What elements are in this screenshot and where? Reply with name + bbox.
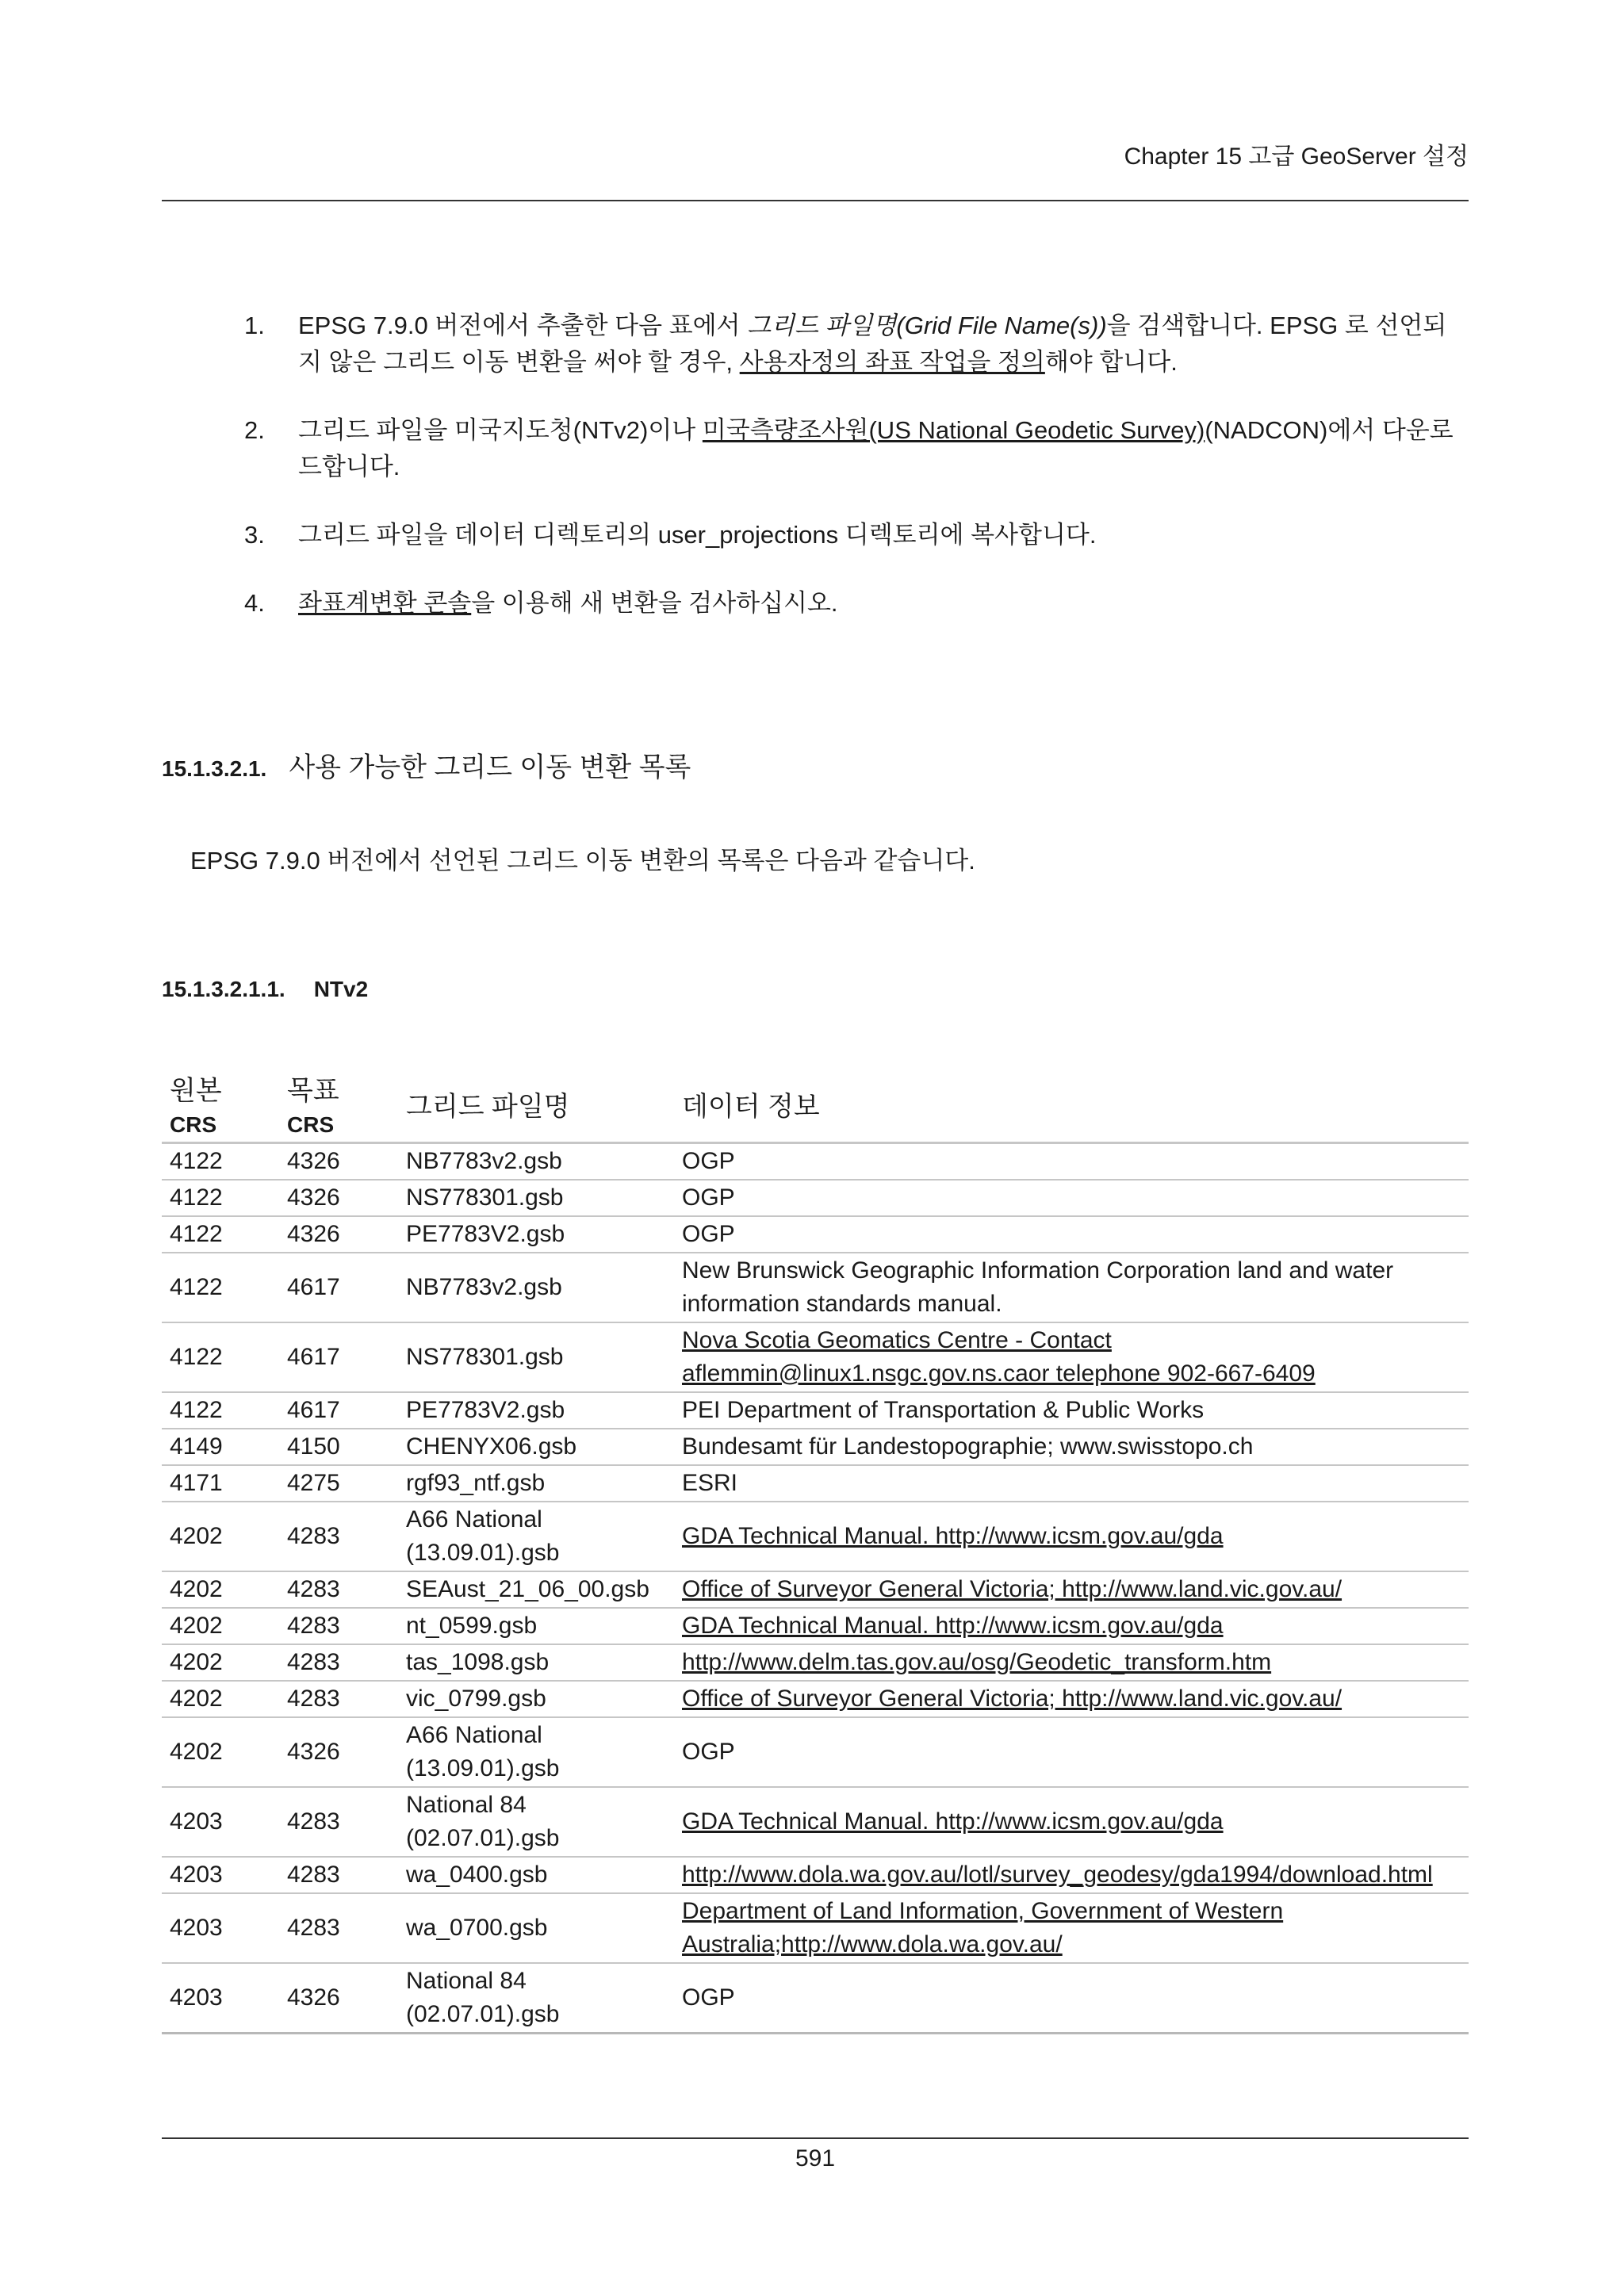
target-crs-cell: 4617 (279, 1392, 398, 1429)
target-crs-cell: 4283 (279, 1893, 398, 1963)
data-info-cell[interactable]: GDA Technical Manual. http://www.icsm.gov.au/gda (674, 1787, 1469, 1857)
grid-file-cell: PE7783V2.gsb (398, 1392, 674, 1429)
list-item (238, 585, 1469, 622)
grid-file-cell: wa_0700.gsb (398, 1893, 674, 1963)
page-footer (162, 2137, 1469, 2172)
target-crs-cell: 4283 (279, 1857, 398, 1893)
table-row (162, 1608, 1469, 1644)
data-info-cell[interactable]: Nova Scotia Geomatics Centre - Contact aflemmin@linux1.nsgc.gov.ns.caor telephone 902-667-6409 (674, 1322, 1469, 1392)
target-crs-cell: 4283 (279, 1502, 398, 1571)
grid-file-cell: A66 National (13.09.01).gsb (398, 1717, 674, 1787)
target-crs-cell: 4326 (279, 1216, 398, 1253)
grid-file-cell: NB7783v2.gsb (398, 1253, 674, 1322)
target-crs-cell: 4150 (279, 1429, 398, 1465)
source-crs-cell: 4203 (162, 1787, 279, 1857)
data-info-cell: Bundesamt für Landestopographie; www.swisstopo.ch (674, 1429, 1469, 1465)
source-crs-cell: 4171 (162, 1465, 279, 1502)
header-source-crs: 원본 CRS (162, 1072, 279, 1143)
text-run: 그리드 파일을 미국지도청(NTv2)이나 (298, 416, 703, 444)
table-row (162, 1717, 1469, 1787)
source-crs-cell: 4122 (162, 1322, 279, 1392)
list-number: 4. (244, 589, 265, 617)
section-number: 15.1.3.2.1. (162, 756, 267, 781)
target-crs-cell: 4283 (279, 1644, 398, 1681)
section-heading-ntv2 (162, 977, 368, 1002)
target-crs-cell: 4326 (279, 1180, 398, 1216)
target-crs-cell: 4283 (279, 1681, 398, 1717)
data-info-cell: OGP (674, 1180, 1469, 1216)
source-crs-cell: 4202 (162, 1681, 279, 1717)
target-crs-cell: 4283 (279, 1571, 398, 1608)
list-number: 2. (244, 416, 265, 444)
table-row (162, 1143, 1469, 1181)
section-heading-grid-list (162, 745, 691, 784)
list-item (238, 308, 1469, 381)
header-grid-file: 그리드 파일명 (398, 1072, 674, 1143)
text-run: 을 검색합니다. EPSG 로 선언되지 않은 그리드 이동 변환을 써야 할 경우, (298, 312, 1447, 376)
grid-file-cell: A66 National (13.09.01).gsb (398, 1502, 674, 1571)
grid-file-cell: vic_0799.gsb (398, 1681, 674, 1717)
source-crs-cell: 4202 (162, 1502, 279, 1571)
list-number: 1. (244, 312, 265, 339)
table-row (162, 1787, 1469, 1857)
data-info-cell: ESRI (674, 1465, 1469, 1502)
data-info-cell: OGP (674, 1963, 1469, 2034)
target-crs-cell: 4326 (279, 1963, 398, 2034)
header-data-info: 데이터 정보 (674, 1072, 1469, 1143)
data-info-cell: OGP (674, 1143, 1469, 1181)
grid-file-cell: CHENYX06.gsb (398, 1429, 674, 1465)
table-row (162, 1253, 1469, 1322)
header-target-crs: 목표 CRS (279, 1072, 398, 1143)
data-info-cell[interactable]: Office of Surveyor General Victoria; http://www.land.vic.gov.au/ (674, 1681, 1469, 1717)
page-number: 591 (795, 2145, 836, 2172)
source-crs-cell: 4122 (162, 1392, 279, 1429)
target-crs-cell: 4326 (279, 1717, 398, 1787)
ntv2-grid-table (162, 1072, 1469, 2034)
inline-link[interactable]: 좌표계변환 콘솔 (298, 589, 472, 617)
table-row (162, 1465, 1469, 1502)
data-info-cell[interactable]: GDA Technical Manual. http://www.icsm.gov.au/gda (674, 1608, 1469, 1644)
data-info-cell[interactable]: GDA Technical Manual. http://www.icsm.gov.au/gda (674, 1502, 1469, 1571)
target-crs-cell: 4283 (279, 1787, 398, 1857)
table-row (162, 1322, 1469, 1392)
target-crs-cell: 4283 (279, 1608, 398, 1644)
source-crs-cell: 4122 (162, 1143, 279, 1181)
data-info-cell[interactable]: Department of Land Information, Government of Western Australia;http://www.dola.wa.gov.au/ (674, 1893, 1469, 1963)
grid-file-cell: nt_0599.gsb (398, 1608, 674, 1644)
intro-paragraph: EPSG 7.9.0 버전에서 선언된 그리드 이동 변환의 목록은 다음과 같습니다. (190, 847, 975, 874)
grid-file-cell: SEAust_21_06_00.gsb (398, 1571, 674, 1608)
grid-file-cell: tas_1098.gsb (398, 1644, 674, 1681)
data-info-cell[interactable]: http://www.dola.wa.gov.au/lotl/survey_geodesy/gda1994/download.html (674, 1857, 1469, 1893)
grid-file-cell: NS778301.gsb (398, 1322, 674, 1392)
grid-file-cell: rgf93_ntf.gsb (398, 1465, 674, 1502)
table-row (162, 1502, 1469, 1571)
source-crs-cell: 4122 (162, 1253, 279, 1322)
list-item (238, 412, 1469, 485)
source-crs-cell: 4149 (162, 1429, 279, 1465)
data-info-cell: PEI Department of Transportation & Public Works (674, 1392, 1469, 1429)
section-title: 사용 가능한 그리드 이동 변환 목록 (289, 752, 691, 783)
table-row (162, 1180, 1469, 1216)
inline-link[interactable]: 미국측량조사원(US National Geodetic Survey) (702, 416, 1205, 444)
source-crs-cell: 4202 (162, 1571, 279, 1608)
page-header (162, 133, 1469, 201)
table-row (162, 1681, 1469, 1717)
table-row (162, 1857, 1469, 1893)
data-info-cell: OGP (674, 1216, 1469, 1253)
source-crs-cell: 4202 (162, 1717, 279, 1787)
grid-file-cell: National 84 (02.07.01).gsb (398, 1787, 674, 1857)
target-crs-cell: 4617 (279, 1322, 398, 1392)
table-row (162, 1429, 1469, 1465)
source-crs-cell: 4203 (162, 1857, 279, 1893)
grid-file-cell: NS778301.gsb (398, 1180, 674, 1216)
source-crs-cell: 4202 (162, 1644, 279, 1681)
source-crs-cell: 4203 (162, 1963, 279, 2034)
table-row (162, 1392, 1469, 1429)
text-run: EPSG 7.9.0 버전에서 추출한 다음 표에서 (298, 312, 748, 339)
source-crs-cell: 4122 (162, 1180, 279, 1216)
data-info-cell[interactable]: Office of Surveyor General Victoria; http://www.land.vic.gov.au/ (674, 1571, 1469, 1608)
source-crs-cell: 4122 (162, 1216, 279, 1253)
table-row (162, 1644, 1469, 1681)
section-title: NTv2 (313, 977, 369, 1001)
text-run: 해야 합니다. (1044, 348, 1178, 376)
step-list (238, 308, 1469, 653)
table-row (162, 1963, 1469, 2034)
target-crs-cell: 4275 (279, 1465, 398, 1502)
inline-link[interactable]: 사용자정의 좌표 작업을 정의 (739, 348, 1045, 376)
text-run: 그리드 파일을 데이터 디렉토리의 user_projections 디렉토리에 복사합니다. (298, 521, 1097, 549)
table-row (162, 1893, 1469, 1963)
grid-file-cell: NB7783v2.gsb (398, 1143, 674, 1181)
table-row (162, 1216, 1469, 1253)
target-crs-cell: 4617 (279, 1253, 398, 1322)
source-crs-cell: 4202 (162, 1608, 279, 1644)
grid-file-cell: National 84 (02.07.01).gsb (398, 1963, 674, 2034)
list-number: 3. (244, 521, 265, 549)
target-crs-cell: 4326 (279, 1143, 398, 1181)
list-item (238, 517, 1469, 553)
table-row (162, 1571, 1469, 1608)
text-run: 을 이용해 새 변환을 검사하십시오. (471, 589, 838, 617)
grid-file-cell: PE7783V2.gsb (398, 1216, 674, 1253)
source-crs-cell: 4203 (162, 1893, 279, 1963)
section-number: 15.1.3.2.1.1. (162, 977, 285, 1001)
table-header-row (162, 1072, 1469, 1143)
data-info-cell: OGP (674, 1717, 1469, 1787)
data-info-cell[interactable]: http://www.delm.tas.gov.au/osg/Geodetic_transform.htm (674, 1644, 1469, 1681)
grid-file-cell: wa_0400.gsb (398, 1857, 674, 1893)
chapter-title: Chapter 15 고급 GeoServer 설정 (1124, 144, 1469, 170)
italic-term: 그리드 파일명(Grid File Name(s)) (747, 312, 1107, 339)
text-run: (NADCON)에서 다운로드합니다. (298, 416, 1454, 480)
data-info-cell: New Brunswick Geographic Information Corporation land and water information standards manual. (674, 1253, 1469, 1322)
